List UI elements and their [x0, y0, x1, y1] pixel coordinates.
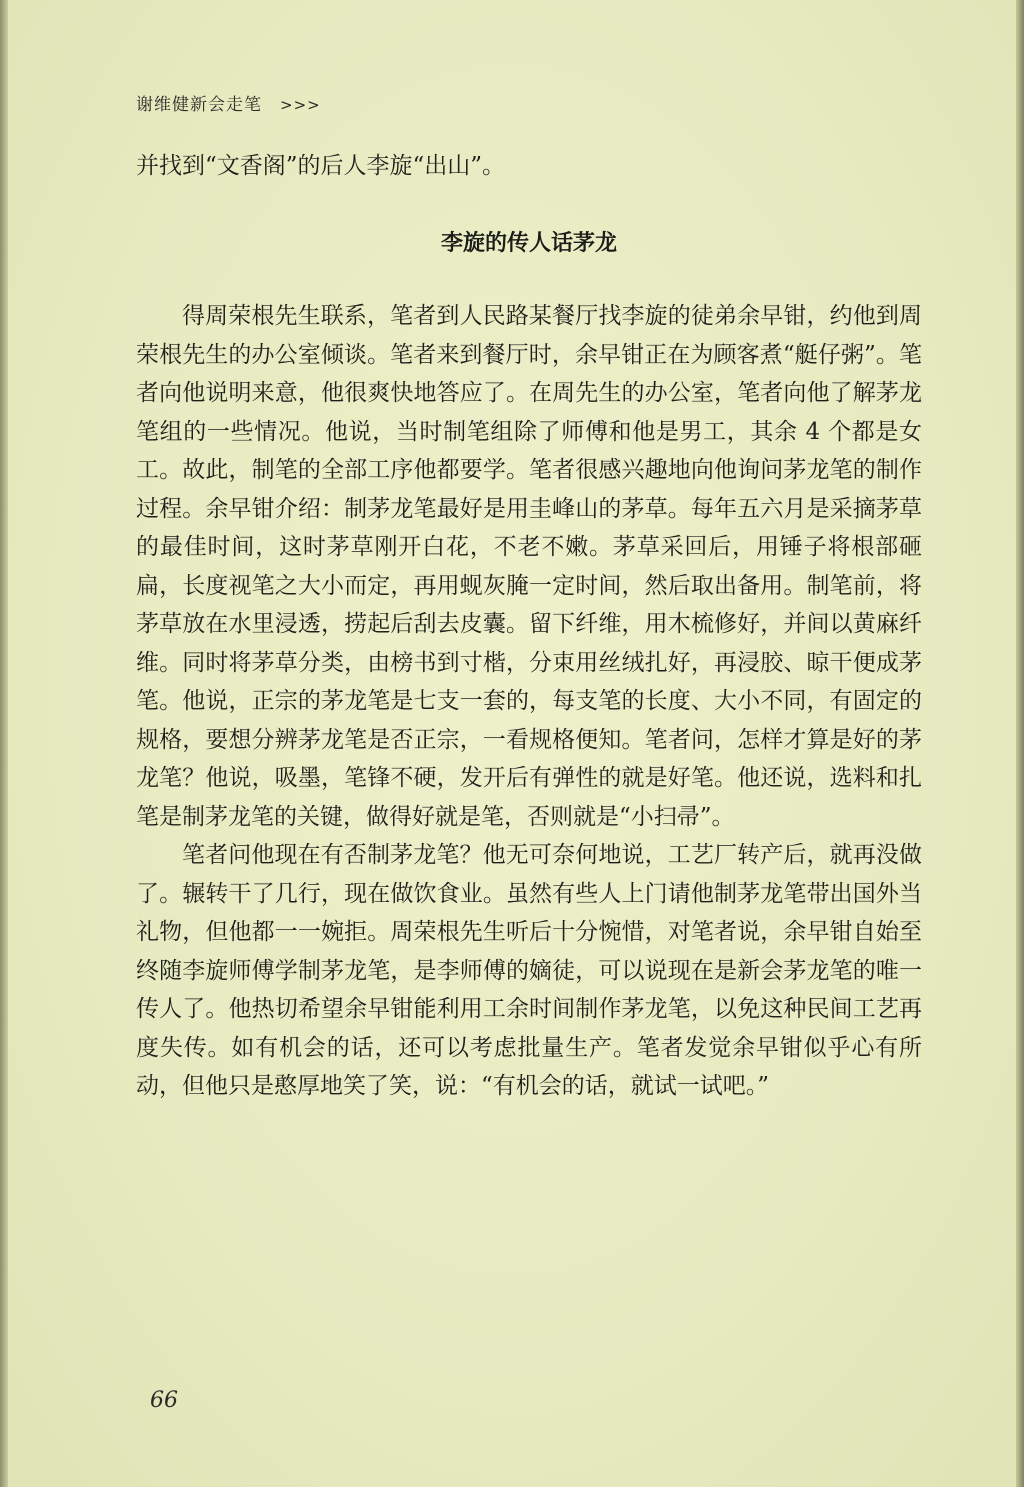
- page-left-edge: [0, 0, 8, 1487]
- lead-line: 并找到“文香阁”的后人李旋“出山”。: [136, 153, 506, 179]
- book-title: 谢维健新会走笔: [136, 95, 262, 115]
- paragraph-1: 得周荣根先生联系，笔者到人民路某餐厅找李旋的徒弟余早钳，约他到周荣根先生的办公室倾谈。笔者来到餐厅时，余早钳正在为顾客煮“艇仔粥”。笔者向他说明来意，他很爽快地答应了。在周先生的办公室，笔者向他了解茅龙笔组的一些情况。他说，当时制笔组除了师傅和他是男工，其余 4 个都是女工。故此，制笔的全部工序他都要学。笔者很感兴趣地向他询问茅龙笔的制作过程。余早钳介绍：制茅龙笔最好是用圭峰山的茅草。每年五六月是采摘茅草的最佳时间，这时茅草刚开白花，不老不嫩。茅草采回后，用锤子将根部砸扁，长度视笔之大小而定，再用蚬灰腌一定时间，然后取出备用。制笔前，将茅草放在水里浸透，捞起后刮去皮囊。留下纤维，用木梳修好，并间以黄麻纤维。同时将茅草分类，由榜书到寸楷，分束用丝绒扎好，再浸胶、晾干便成茅笔。他说，正宗的茅龙笔是七支一套的，每支笔的长度、大小不同，有固定的规格，要想分辨茅龙笔是否正宗，一看规格便知。笔者问，怎样才算是好的茅龙笔？他说，吸墨，笔锋不硬，发开后有弹性的就是好笔。他还说，选料和扎笔是制茅龙笔的关键，做得好就是笔，否则就是“小扫帚”。: [136, 303, 922, 830]
- paragraph-2: 笔者问他现在有否制茅龙笔？他无可奈何地说，工艺厂转产后，就再没做了。辗转干了几行，现在做饮食业。虽然有些人上门请他制茅龙笔带出国外当礼物，但他都一一婉拒。周荣根先生听后十分惋惜，对笔者说，余早钳自始至终随李旋师傅学制茅龙笔，是李师傅的嫡徒，可以说现在是新会茅龙笔的唯一传人了。他热切希望余早钳能利用工余时间制作茅龙笔，以免这种民间工艺再度失传。如有机会的话，还可以考虑批量生产。笔者发觉余早钳似乎心有所动，但他只是憨厚地笑了笑，说：“有机会的话，就试一试吧。”: [136, 842, 922, 1099]
- page-right-edge: [1016, 0, 1024, 1487]
- running-header: [136, 90, 321, 115]
- header-arrows: >>>: [280, 96, 321, 114]
- body-text: [136, 297, 922, 1106]
- section-title: 李旋的传人话茅龙: [440, 231, 617, 256]
- page-number: 66: [150, 1388, 178, 1413]
